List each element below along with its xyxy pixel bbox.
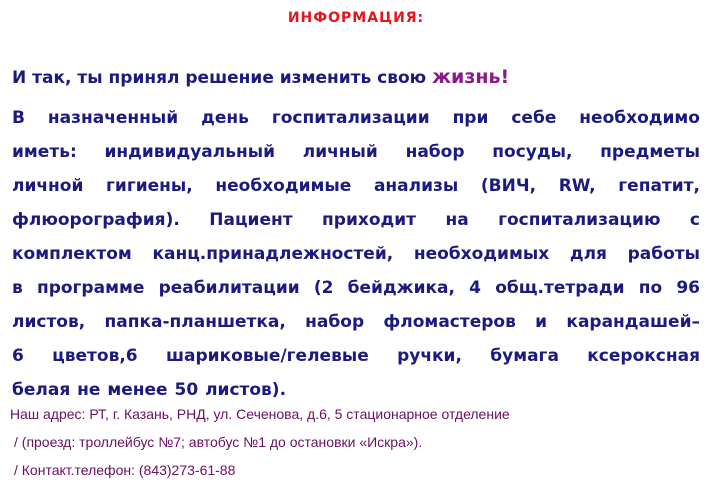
lead-text: И так, ты принял решение изменить свою <box>12 68 433 88</box>
paragraph-line: иметь: индивидуальный личный набор посуды, предметы <box>12 142 700 162</box>
paragraph-line: в программе реабилитации (2 бейджика, 4 общ.тетради по 96 <box>12 278 700 298</box>
paragraph-line: белая не менее 50 листов). <box>12 380 287 400</box>
phone-line: / Контакт.телефон: (843)273-61-88 <box>14 462 236 478</box>
transport-line: / (проезд: троллейбус №7; автобус №1 до остановки «Искра»). <box>14 434 423 450</box>
requirements-paragraph <box>12 101 700 407</box>
paragraph-line: 6 цветов,6 шариковые/гелевые ручки, бумага ксероксная <box>12 346 700 366</box>
paragraph-line: личной гигиены, необходимые анализы (ВИЧ, RW, гепатит, <box>12 176 700 196</box>
paragraph-line: флюорография). Пациент приходит на госпитализацию с <box>12 210 700 230</box>
lead-accent-word: жизнь! <box>432 66 510 88</box>
page-heading: ИНФОРМАЦИЯ: <box>287 10 425 26</box>
paragraph-line: комплектом канц.принадлежностей, необходимых для работы <box>12 244 700 264</box>
lead-sentence <box>12 66 702 88</box>
paragraph-line: В назначенный день госпитализации при себе необходимо <box>12 108 700 128</box>
address-line: Наш адрес: РТ, г. Казань, РНД, ул. Сеченова, д.6, 5 стационарное отделение <box>10 406 510 422</box>
paragraph-line: листов, папка-планшетка, набор фломастеров и карандашей– <box>12 312 700 332</box>
